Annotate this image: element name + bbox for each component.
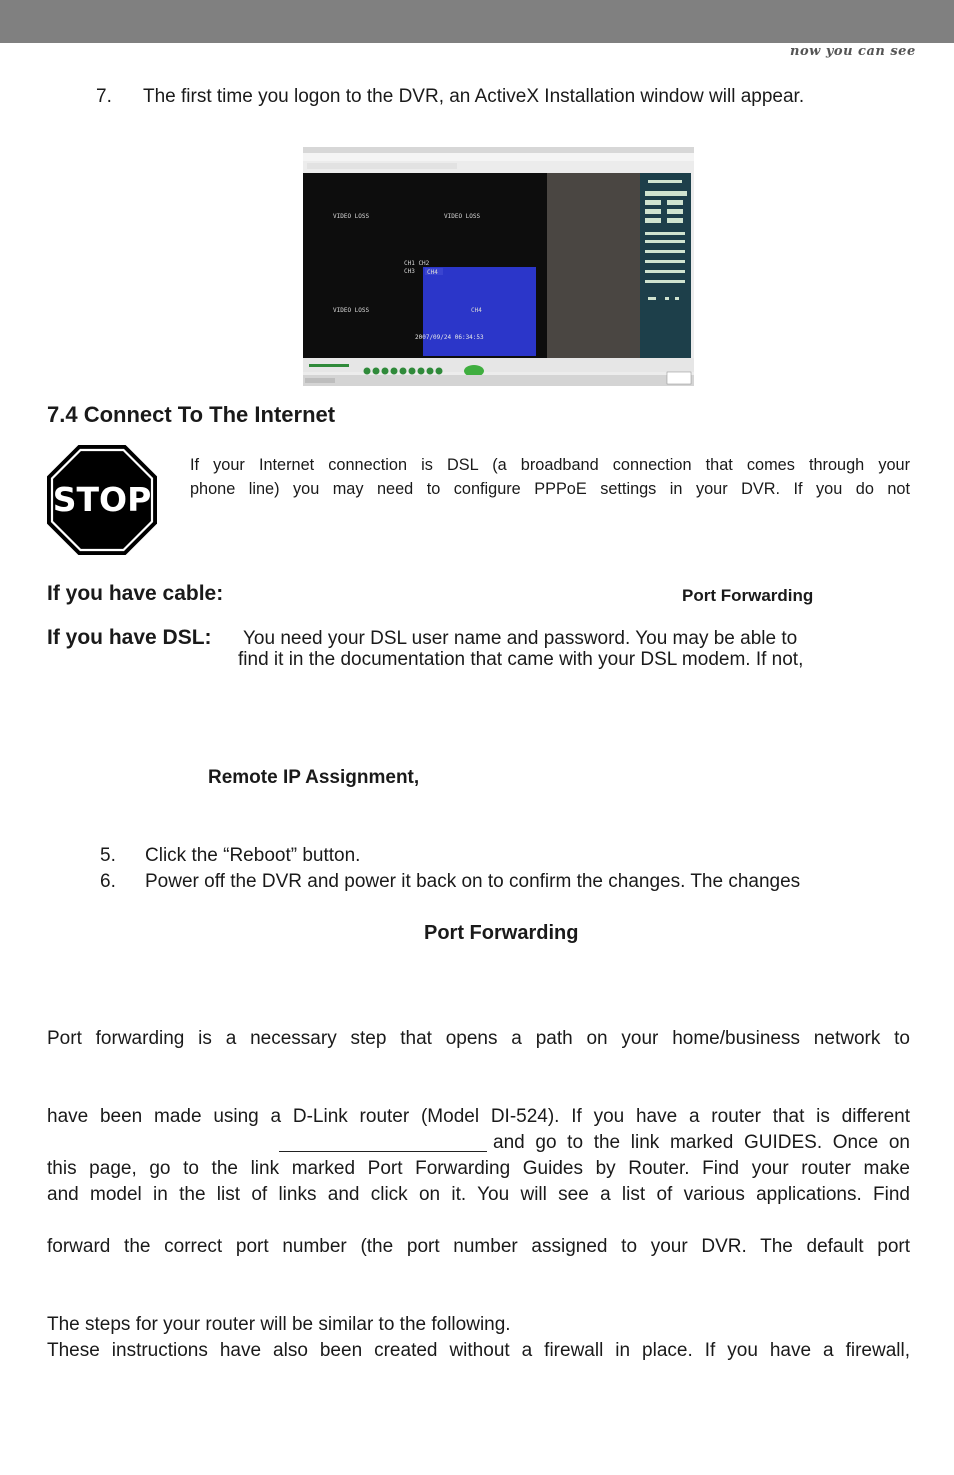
steps-note: The steps for your router will be similar to the following. (47, 1314, 511, 1335)
section-title: 7.4 Connect To The Internet (47, 402, 336, 427)
stop-text-line-1: If your Internet connection is DSL (a broadband connection that comes through your (190, 456, 910, 474)
brand-tagline: now you can see (790, 44, 916, 59)
paragraph-line-6: forward the correct port number (the port number assigned to your DVR. The default port (47, 1236, 910, 1257)
svg-text:VIDEO LOSS: VIDEO LOSS (444, 213, 481, 220)
dvr-viewer-image (303, 147, 694, 386)
activex-window-screenshot (303, 147, 694, 386)
stop-text-line-2: phone line) you may need to configure PPPoE settings in your DVR. If you do not (190, 480, 910, 498)
paragraph-line-4: this page, go to the link marked Port Forwarding Guides by Router. Find your router make (47, 1158, 910, 1179)
top-banner (0, 0, 954, 43)
cable-port-forwarding: Port Forwarding (682, 586, 814, 605)
step-5-number: 5. (100, 845, 116, 866)
svg-text:VIDEO LOSS: VIDEO LOSS (333, 213, 370, 220)
paragraph-line-1: Port forwarding is a necessary step that opens a path on your home/business network to (47, 1028, 910, 1049)
step-7-number: 7. (96, 86, 112, 107)
firewall-note: These instructions have also been created without a firewall in place. If you have a firewall, (47, 1340, 910, 1361)
paragraph-line-2: have been made using a D-Link router (Model DI-524). If you have a router that is different (47, 1106, 910, 1127)
svg-text:VIDEO LOSS: VIDEO LOSS (333, 307, 370, 314)
step-6-text: Power off the DVR and power it back on to confirm the changes. The changes (145, 871, 801, 892)
cable-label: If you have cable: (47, 582, 224, 605)
svg-text:CH3: CH3 (404, 268, 415, 275)
svg-text:2007/09/24 06:34:53: 2007/09/24 06:34:53 (415, 334, 484, 341)
step-5-text: Click the “Reboot” button. (145, 845, 361, 866)
step-7-text: The first time you logon to the DVR, an ActiveX Installation window will appear. (143, 86, 805, 107)
dsl-label: If you have DSL: (47, 626, 212, 649)
svg-text:CH4: CH4 (471, 307, 482, 314)
svg-text:CH1 CH2: CH1 CH2 (404, 260, 430, 267)
link-blank-underline (279, 1151, 487, 1152)
paragraph-line-5: and model in the list of links and click on it. You will see a list of various applications. Find (47, 1184, 910, 1205)
dsl-text-line-2: find it in the documentation that came with your DSL modem. If not, (238, 649, 804, 670)
remote-ip-assignment: Remote IP Assignment, (208, 767, 420, 788)
paragraph-line-3: and go to the link marked GUIDES. Once on (493, 1132, 910, 1153)
stop-sign-icon (45, 443, 159, 557)
port-forwarding-heading: Port Forwarding (424, 922, 579, 944)
stop-sign-label: STOP (52, 480, 152, 519)
step-6-number: 6. (100, 871, 116, 892)
dsl-text-line-1: You need your DSL user name and password. You may be able to (243, 628, 798, 649)
svg-text:CH4: CH4 (427, 269, 438, 276)
